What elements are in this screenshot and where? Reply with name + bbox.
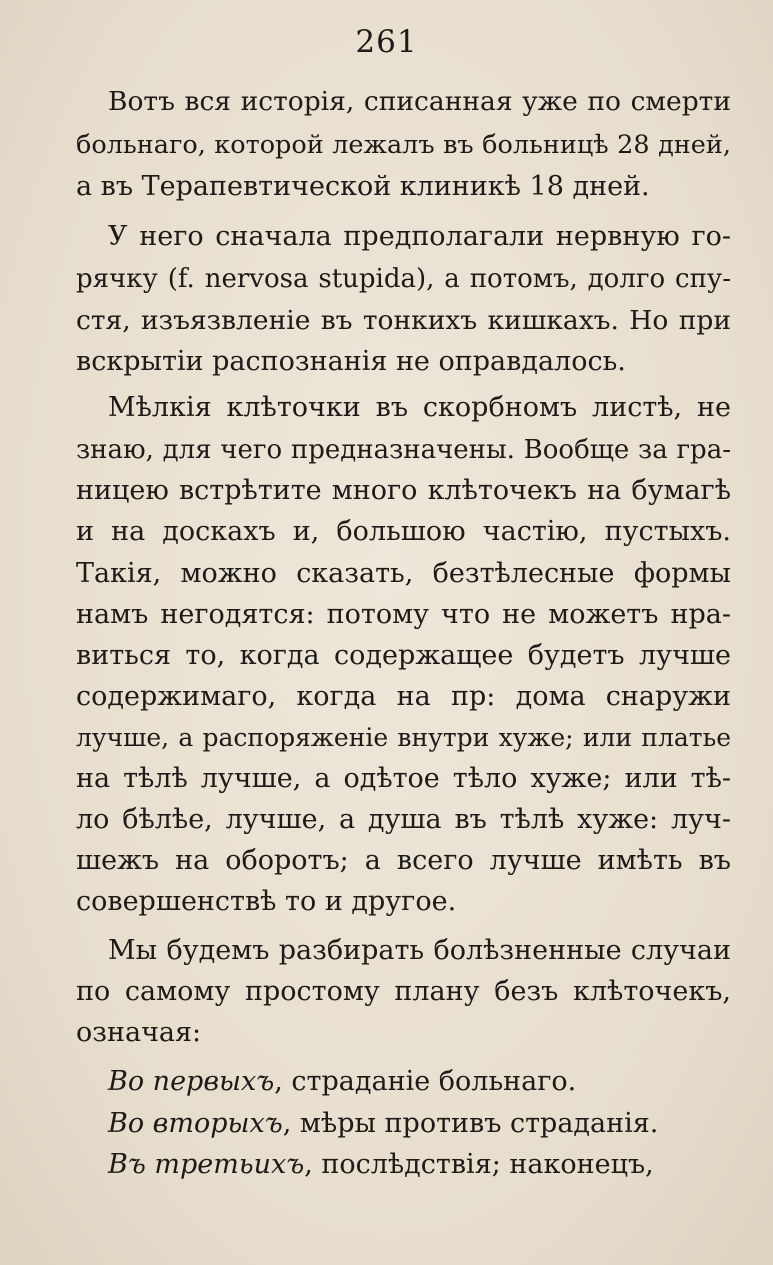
list-item-3-marker: Въ третьихъ: [108, 1149, 305, 1180]
list-item-1: [108, 1063, 731, 1101]
paragraph-2-line-4: вскрытіи распознанія не оправдалось.: [76, 346, 626, 377]
list-item-1-text: , страданіе больнаго.: [274, 1066, 577, 1097]
paragraph-3-line-6: намъ негодятся: потому что не можетъ нра-: [76, 599, 731, 630]
paragraph-1-line-1: Вотъ вся исторія, списанная уже по смерти: [108, 86, 731, 117]
paragraph-3-line-11: ло бѣлѣе, лучше, а душа въ тѣлѣ хуже: луч-: [76, 804, 731, 835]
paragraph-3-line-7: виться то, когда содержащее будетъ лучше: [76, 640, 731, 671]
list-item-2-marker: Во вторыхъ: [108, 1108, 283, 1139]
paragraph-3-line-5: Такія, можно сказать, безтѣлесные формы: [76, 558, 731, 589]
paragraph-3-line-3: ницею встрѣтите много клѣточекъ на бумагѣ: [76, 475, 731, 506]
paragraph-1-line-3: а въ Терапевтической клиникѣ 18 дней.: [76, 171, 650, 202]
list-item-2-text: , мѣры противъ страданія.: [282, 1108, 659, 1139]
list-item-3: [108, 1146, 731, 1184]
paragraph-3-line-8: содержимаго, когда на пр: дома снаружи: [76, 681, 731, 712]
paragraph-1-line-2: больнаго, которой лежалъ въ больницѣ 28 дней,: [76, 130, 731, 160]
paragraph-4-line-1: Мы будемъ разбирать болѣзненные случаи: [108, 935, 731, 966]
paragraph-3-line-2: знаю, для чего предназначены. Вообще за гра-: [76, 435, 731, 465]
paragraph-2-line-3: стя, изъязвленіе въ тонкихъ кишкахъ. Но при: [76, 305, 731, 336]
paragraph-3-line-13: совершенствѣ то и другое.: [76, 886, 457, 917]
paragraph-4-line-2: по самому простому плану безъ клѣточекъ,: [76, 976, 731, 1007]
list-item-2: [108, 1105, 731, 1143]
list-item-3-text: , послѣдствія; наконецъ,: [304, 1149, 654, 1180]
paragraph-3-line-1: Мѣлкія клѣточки въ скорбномъ листѣ, не: [108, 392, 731, 423]
paragraph-3-line-9: лучше, а распоряженіе внутри хуже; или платье: [76, 723, 731, 752]
list-item-1-marker: Во первыхъ: [108, 1066, 275, 1097]
paragraph-3-line-10: на тѣлѣ лучше, а одѣтое тѣло хуже; или тѣ-: [76, 763, 731, 794]
paragraph-2-line-1: У него сначала предполагали нервную го-: [108, 221, 731, 252]
paragraph-3-line-4: и на доскахъ и, большою частію, пустыхъ.: [76, 516, 731, 547]
paragraph-4-line-3: означая:: [76, 1017, 202, 1048]
paragraph-2-line-2: рячку (f. nervosa stupida), а потомъ, долго спу-: [76, 264, 731, 294]
page-number: 261: [355, 24, 418, 60]
paragraph-3-line-12: шежъ на оборотъ; а всего лучше имѣть въ: [76, 845, 731, 876]
